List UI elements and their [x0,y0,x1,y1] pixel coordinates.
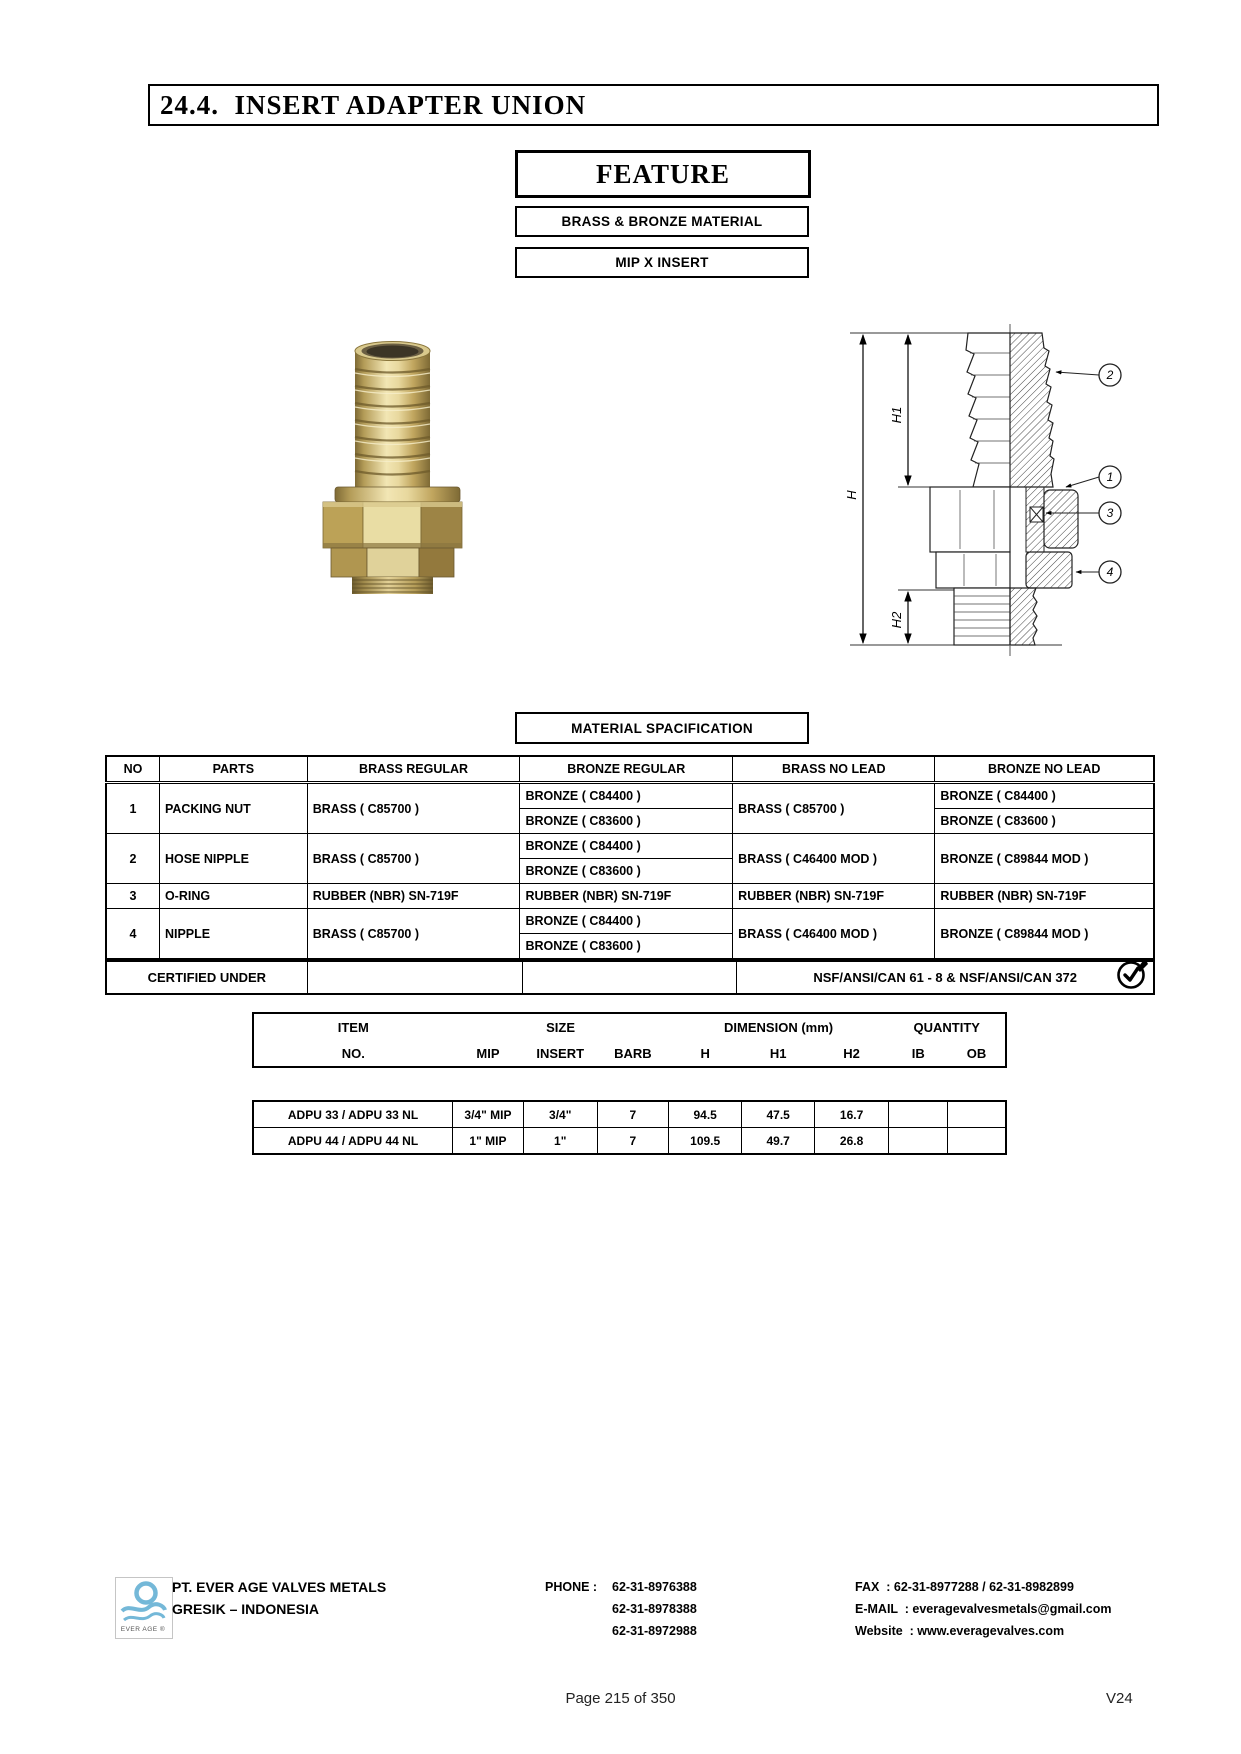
bronze-no-lead-cell: RUBBER (NBR) SN-719F [935,884,1154,909]
item-h: 109.5 [669,1128,742,1155]
item-ib [888,1128,947,1155]
version-label: V24 [1106,1690,1133,1707]
certified-empty-1 [307,961,522,994]
item-ob [948,1101,1006,1128]
company-name: PT. EVER AGE VALVES METALS [172,1579,387,1595]
row-no: 1 [106,783,159,834]
brass-regular-cell: BRASS ( C85700 ) [307,783,520,834]
callout-balloons [1099,364,1121,583]
item-insert: 3/4" [523,1101,597,1128]
item-h: 94.5 [669,1101,742,1128]
row-part: PACKING NUT [159,783,307,834]
section-title-box [148,84,1159,126]
brass-regular-cell: BRASS ( C85700 ) [307,834,520,884]
website-line: Website : www.everagevalves.com [855,1624,1065,1638]
col-header-no: NO [106,756,159,783]
brass-no-lead-cell: BRASS ( C46400 MOD ) [733,834,935,884]
col-header-h: H [700,1045,710,1061]
item-insert: 1" [523,1128,597,1155]
item-h1: 47.5 [742,1101,815,1128]
bronze-no-lead-cell: BRONZE ( C84400 ) [935,783,1154,809]
col-header-parts: PARTS [159,756,307,783]
spec-row-4a [106,909,1154,934]
col-header-ob: OB [966,1045,987,1061]
config-badge: MIP X INSERT [615,255,709,270]
technical-drawing [830,320,1135,660]
item-table-header [252,1012,1007,1068]
bronze-regular-cell: BRONZE ( C84400 ) [520,834,733,859]
fax-line: FAX : 62-31-8977288 / 62-31-8982899 [855,1580,1074,1594]
item-barb: 7 [597,1101,669,1128]
bronze-regular-cell: RUBBER (NBR) SN-719F [520,884,733,909]
product-photo [315,335,470,597]
bronze-no-lead-cell: BRONZE ( C89844 MOD ) [935,834,1154,884]
item-no: ADPU 33 / ADPU 33 NL [253,1101,453,1128]
dim-h2-label: H2 [889,611,904,629]
item-row [253,1101,1006,1128]
spec-row-1a [106,783,1154,809]
callout-1: 1 [1106,470,1114,484]
item-group-header-row [253,1013,1006,1040]
item-ib [888,1101,947,1128]
certified-table [105,960,1155,995]
item-col-header-row [253,1040,1006,1067]
bronze-regular-cell: BRONZE ( C84400 ) [520,909,733,934]
row-no: 2 [106,834,159,884]
group-header-quantity: QUANTITY [913,1019,980,1035]
col-header-brass-regular: BRASS REGULAR [307,756,520,783]
brass-regular-cell: RUBBER (NBR) SN-719F [307,884,520,909]
group-header-dimension: DIMENSION (mm) [724,1019,834,1035]
brass-no-lead-cell: BRASS ( C85700 ) [733,783,935,834]
bronze-regular-cell: BRONZE ( C84400 ) [520,783,733,809]
company-logo [115,1577,173,1639]
item-h1: 49.7 [742,1128,815,1155]
col-header-brass-no-lead: BRASS NO LEAD [733,756,935,783]
feature-heading: FEATURE [595,158,730,189]
col-header-mip: MIP [476,1045,500,1061]
col-header-bronze-no-lead: BRONZE NO LEAD [935,756,1154,783]
item-table-data [252,1100,1007,1155]
col-header-insert: INSERT [536,1045,585,1061]
phone-number-2: 62-31-8978388 [612,1602,697,1616]
col-header-ib: IB [911,1045,925,1061]
brass-no-lead-cell: BRASS ( C46400 MOD ) [733,909,935,960]
spec-row-2a [106,834,1154,859]
item-mip: 3/4" MIP [453,1101,524,1128]
material-badge-box [515,206,809,237]
everage-logo-icon [116,1578,170,1636]
certified-value-cell [737,961,1154,994]
phone-number-1: 62-31-8976388 [612,1580,697,1594]
certification-mark-icon [1115,961,1149,991]
callout-4: 4 [1106,565,1114,579]
item-ob [948,1128,1006,1155]
callout-2: 2 [1106,368,1114,382]
group-header-size: SIZE [546,1019,576,1035]
certified-value: NSF/ANSI/CAN 61 - 8 & NSF/ANSI/CAN 372 [813,970,1078,985]
certified-empty-2 [522,961,737,994]
dim-h1-label: H1 [889,406,904,424]
callout-3: 3 [1106,506,1114,520]
group-header-item: ITEM [337,1019,369,1035]
row-part: NIPPLE [159,909,307,960]
logo-text: EVER AGE ® [120,1626,166,1633]
material-badge: BRASS & BRONZE MATERIAL [561,214,763,229]
bronze-regular-cell: BRONZE ( C83600 ) [520,934,733,960]
item-barb: 7 [597,1128,669,1155]
bronze-no-lead-cell: BRONZE ( C83600 ) [935,809,1154,834]
material-spec-table [105,755,1155,960]
company-location: GRESIK – INDONESIA [172,1601,320,1617]
item-h2: 16.7 [815,1101,889,1128]
item-h2: 26.8 [815,1128,889,1155]
spec-row-3 [106,884,1154,909]
item-no: ADPU 44 / ADPU 44 NL [253,1128,453,1155]
spec-title-box [515,712,809,744]
brass-no-lead-cell: RUBBER (NBR) SN-719F [733,884,935,909]
certified-row [106,961,1154,994]
feature-heading-box [515,150,811,198]
col-header-bronze-regular: BRONZE REGULAR [520,756,733,783]
col-header-h2: H2 [843,1045,860,1061]
col-header-item-no: NO. [341,1045,365,1061]
row-part: HOSE NIPPLE [159,834,307,884]
item-mip: 1" MIP [453,1128,524,1155]
dim-h-label: H [844,490,859,500]
certified-label: CERTIFIED UNDER [106,961,307,994]
item-row [253,1128,1006,1155]
bronze-regular-cell: BRONZE ( C83600 ) [520,859,733,884]
email-line: E-MAIL : everagevalvesmetals@gmail.com [855,1602,1112,1616]
row-part: O-RING [159,884,307,909]
spec-title: MATERIAL SPACIFICATION [571,720,753,736]
page-title: 24.4. INSERT ADAPTER UNION [160,89,587,120]
spec-header-row [106,756,1154,783]
row-no: 3 [106,884,159,909]
bronze-regular-cell: BRONZE ( C83600 ) [520,809,733,834]
phone-label: PHONE : [545,1580,598,1594]
col-header-h1: H1 [769,1045,787,1061]
page-number: Page 215 of 350 [565,1690,676,1707]
bronze-no-lead-cell: BRONZE ( C89844 MOD ) [935,909,1154,960]
col-header-barb: BARB [614,1045,652,1061]
row-no: 4 [106,909,159,960]
phone-number-3: 62-31-8972988 [612,1624,697,1638]
brass-regular-cell: BRASS ( C85700 ) [307,909,520,960]
config-badge-box [515,247,809,278]
